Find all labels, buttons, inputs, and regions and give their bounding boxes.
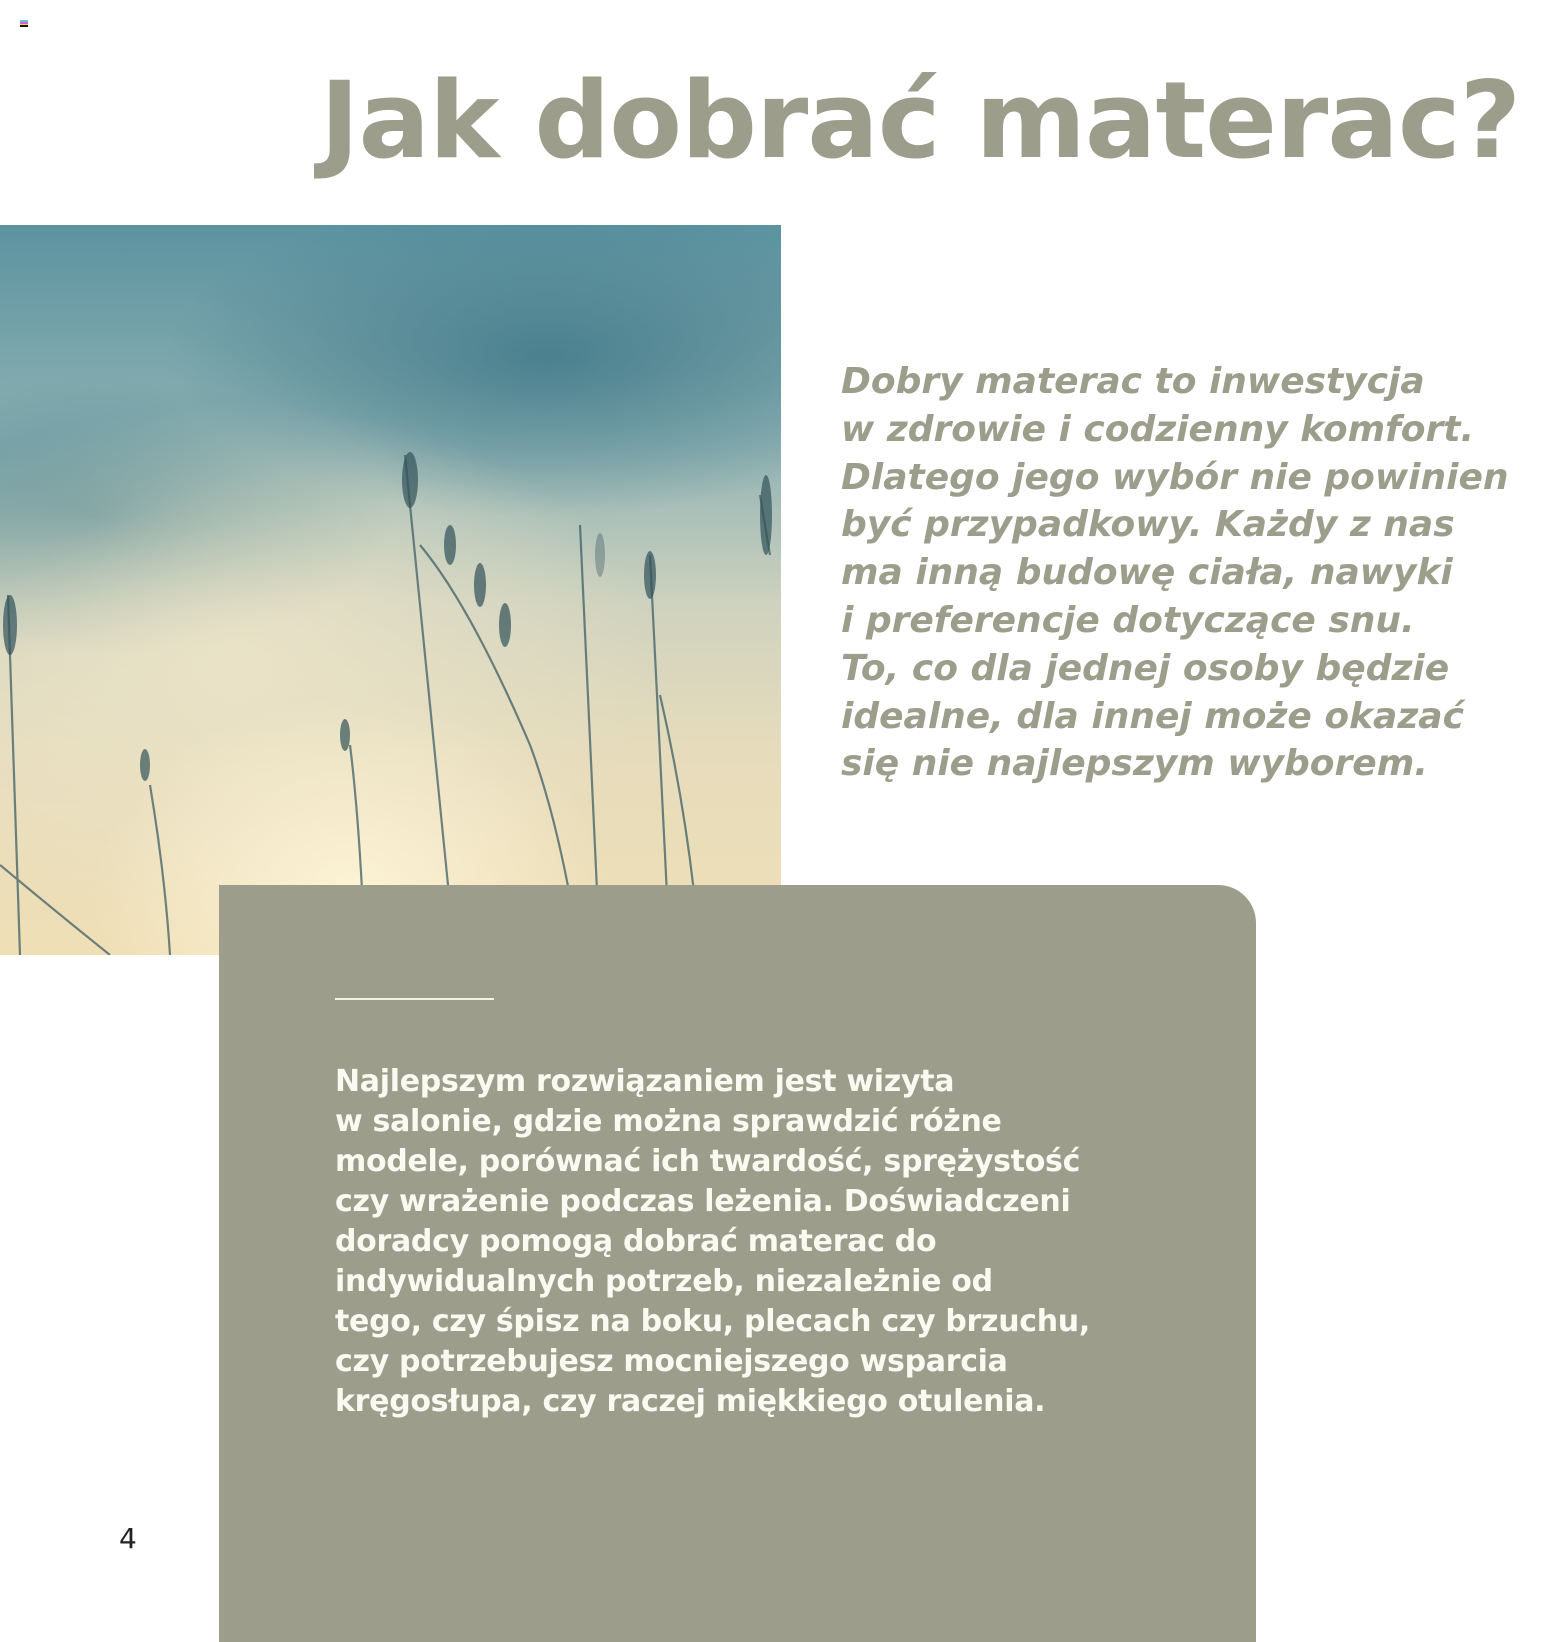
intro-line: ma inną budowę ciała, nawyki — [841, 552, 1453, 594]
panel-line: czy potrzebujesz mocniejszego wsparcia — [335, 1344, 1008, 1379]
grass-sunset-photo — [0, 225, 781, 955]
panel-line: w salonie, gdzie można sprawdzić różne — [335, 1104, 1002, 1139]
panel-divider — [335, 998, 494, 1000]
print-color-bar-icon — [20, 20, 28, 27]
panel-body-text — [335, 1062, 1215, 1422]
panel-line: Najlepszym rozwiązaniem jest wizyta — [335, 1064, 955, 1099]
panel-line: czy wrażenie podczas leżenia. Doświadczeni — [335, 1184, 1071, 1219]
page-number: 4 — [119, 1522, 137, 1555]
intro-line: To, co dla jednej osoby będzie — [841, 647, 1450, 689]
intro-line: i preferencje dotyczące snu. — [841, 599, 1415, 641]
intro-line: idealne, dla innej może okazać — [841, 695, 1464, 737]
page-title: Jak dobrać materac? — [320, 59, 1521, 183]
intro-line: być przypadkowy. Każdy z nas — [841, 504, 1455, 546]
panel-line: tego, czy śpisz na boku, plecach czy brzuchu, — [335, 1304, 1090, 1339]
intro-line: Dobry materac to inwestycja — [841, 361, 1425, 402]
intro-line: w zdrowie i codzienny komfort. — [841, 408, 1475, 450]
grass-silhouette-illustration — [0, 225, 781, 955]
panel-line: indywidualnych potrzeb, niezależnie od — [335, 1264, 993, 1299]
intro-quote — [841, 358, 1541, 788]
intro-line: Dlatego jego wybór nie powinien — [841, 456, 1509, 498]
intro-line: się nie najlepszym wyborem. — [841, 743, 1428, 785]
panel-line: doradcy pomogą dobrać materac do — [335, 1224, 937, 1259]
panel-line: modele, porównać ich twardość, sprężystość — [335, 1144, 1081, 1179]
panel-line: kręgosłupa, czy raczej miękkiego otulenia. — [335, 1384, 1046, 1419]
